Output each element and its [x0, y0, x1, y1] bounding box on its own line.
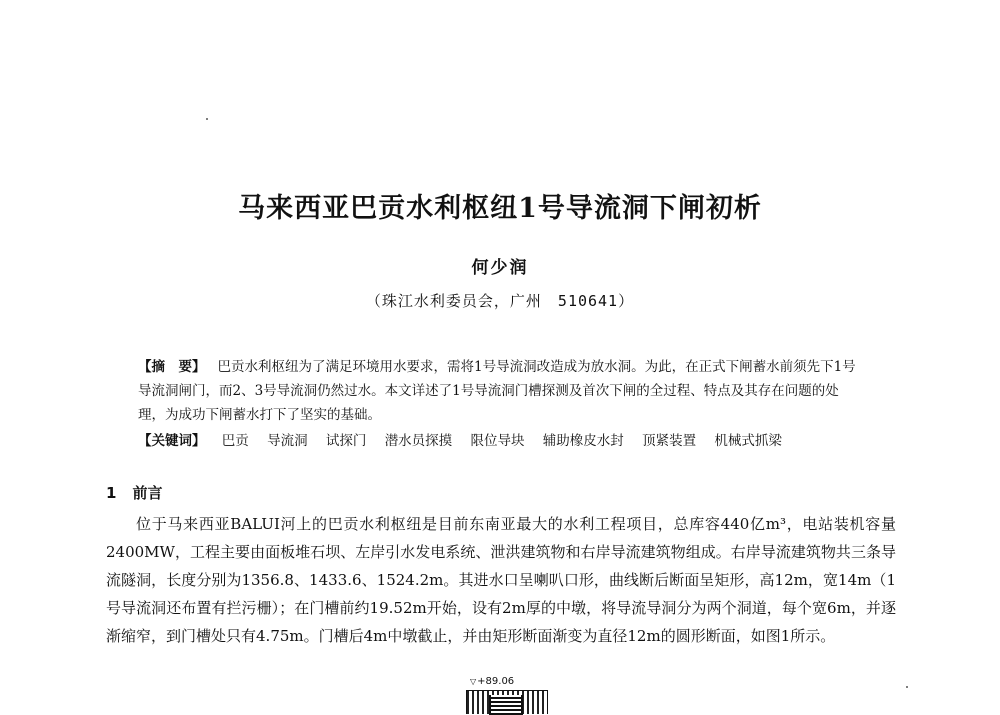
keyword-item: 导流洞 [267, 433, 308, 449]
keyword-item: 机械式抓梁 [714, 433, 782, 449]
elevation-value: +89.06 [477, 676, 515, 687]
keyword-item: 辅助橡皮水封 [542, 433, 624, 449]
keyword-item: 潜水员探摸 [384, 433, 453, 449]
figure-elevation-label [470, 676, 514, 687]
section-title: 前言 [132, 484, 163, 502]
abstract-text: 巴贡水利枢纽为了满足环境用水要求，需将1号导流洞改造成为放水洞。为此，在正式下闸蓄水前须先下1号导流洞闸门，而2、3号导流洞仍然过水。本文详述了1号导流洞门槽探测及首次下闸的全过程、特点及其存在问题的处理，为成功下闸蓄水打下了坚实的基础。 [138, 359, 856, 423]
keyword-item: 顶紧装置 [642, 433, 697, 449]
author-affiliation: （珠江水利委员会，广州 510641） [365, 292, 635, 310]
scan-speck [206, 118, 208, 120]
abstract-label: 【摘 要】 [138, 359, 206, 375]
body-paragraph: 位于马来西亚BALUI河上的巴贡水利枢纽是目前东南亚最大的水利工程项目，总库容440亿m³，电站装机容量2400MW，工程主要由面板堆石坝、左岸引水发电系统、泄洪建筑物和右岸导流建筑物组成。右岸导流建筑物共三条导流隧洞，长度分别为1356.8、1433.6、1524.2m。其进水口呈喇叭口形，曲线断后断面呈矩形，高12m，宽14m（1号导流洞还布置有拦污栅）；在门槽前约19.52m开始，设有2m厚的中墩，将导流导洞分为两个洞道，每个宽6m，并逐渐缩窄，到门槽处只有4.75m。门槽后4m中墩截止，并由矩形断面渐变为直径12m的圆形断面，如图1所示。 [106, 515, 896, 645]
scan-speck [906, 686, 908, 688]
figure-gate-slot [489, 695, 523, 715]
figure-1-drawing [466, 690, 548, 714]
body-text [106, 510, 896, 650]
section-number: 1 [106, 484, 117, 502]
keyword-item: 限位导块 [470, 433, 525, 449]
keywords-line [138, 429, 864, 453]
keyword-item: 巴贡 [221, 433, 249, 449]
paper-title: 马来西亚巴贡水利枢纽1号导流洞下闸初析 [238, 193, 762, 224]
section-heading [106, 482, 162, 503]
keyword-item: 试探门 [325, 433, 367, 449]
keywords-label: 【关键词】 [138, 433, 206, 449]
abstract-block [138, 355, 864, 453]
abstract-paragraph [138, 355, 864, 427]
author-name: 何少润 [471, 258, 529, 278]
elevation-marker-icon: ▽ [470, 677, 477, 686]
